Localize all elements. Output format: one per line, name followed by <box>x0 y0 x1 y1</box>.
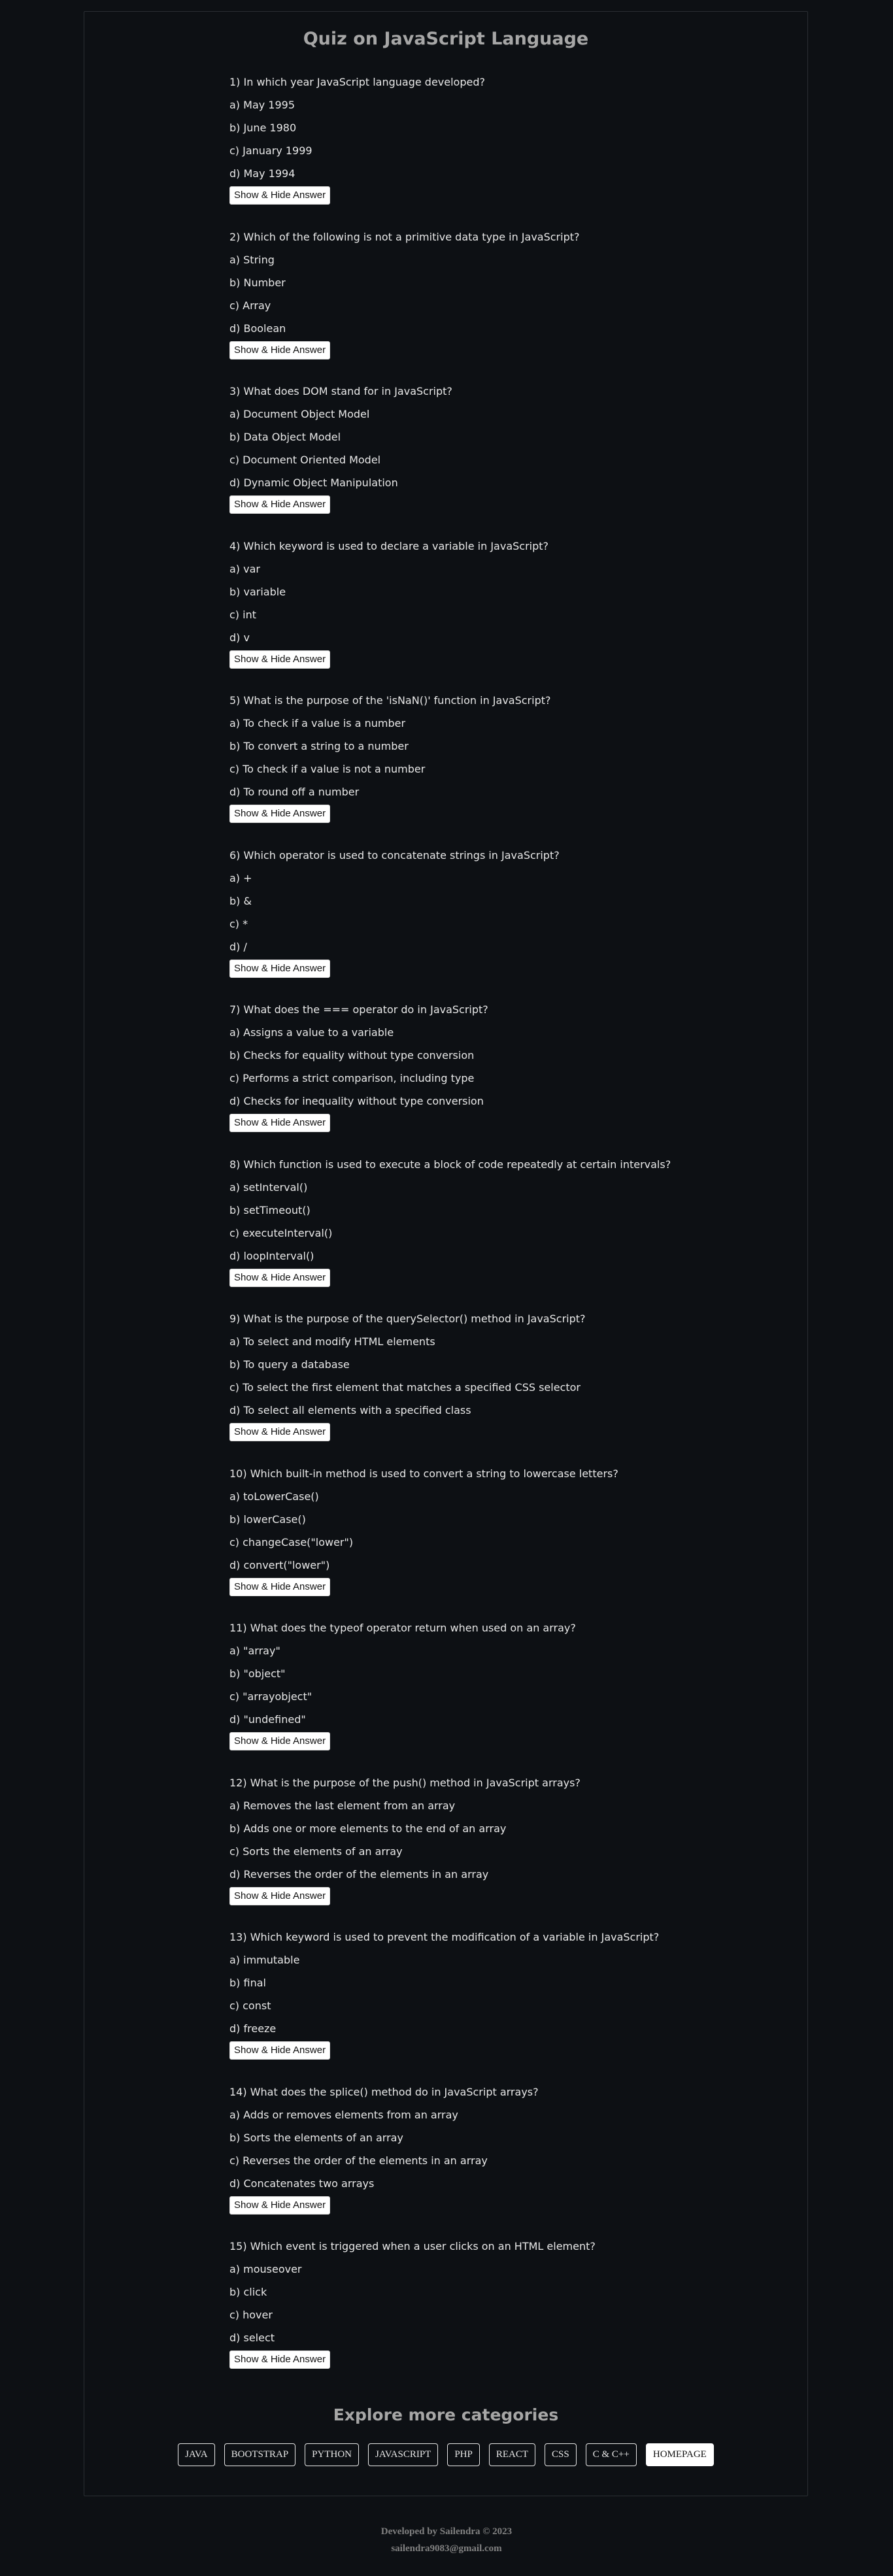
question-block <box>229 1153 726 1308</box>
question-text: 7) What does the === operator do in JavaScript? <box>229 1003 488 1016</box>
answer-option: b) click <box>229 2286 267 2298</box>
question-text: 2) Which of the following is not a primitive data type in JavaScript? <box>229 230 580 243</box>
footer-credit: Developed by Sailendra © 2023 <box>380 2526 513 2537</box>
answer-option: c) To select the first element that matches a specified CSS selector <box>229 1381 581 1394</box>
answer-option: a) + <box>229 871 252 884</box>
question-text: 8) Which function is used to execute a block of code repeatedly at certain intervals? <box>229 1158 671 1171</box>
answer-option: d) To round off a number <box>229 786 360 798</box>
answer-option: a) String <box>229 253 275 266</box>
answer-option: d) Dynamic Object Manipulation <box>229 477 398 489</box>
answer-option: d) v <box>229 631 250 644</box>
question-block <box>229 689 726 844</box>
show-hide-answer-button[interactable]: Show & Hide Answer <box>229 1578 330 1596</box>
explore-title: Explore more categories <box>333 2405 559 2424</box>
page-title: Quiz on JavaScript Language <box>303 29 589 49</box>
question-block <box>229 2235 726 2390</box>
question-text: 6) Which operator is used to concatenate strings in JavaScript? <box>229 848 560 861</box>
answer-option: b) Sorts the elements of an array <box>229 2131 403 2144</box>
answer-option: a) Removes the last element from an array <box>229 1799 456 1812</box>
category-nav <box>84 2443 807 2466</box>
question-text: 9) What is the purpose of the querySelector() method in JavaScript? <box>229 1313 586 1325</box>
show-hide-answer-button[interactable]: Show & Hide Answer <box>229 341 330 360</box>
show-hide-answer-button[interactable]: Show & Hide Answer <box>229 1114 330 1132</box>
answer-option: b) final <box>229 1977 266 1989</box>
answer-option: a) To select and modify HTML elements <box>229 1335 435 1348</box>
answer-option: a) To check if a value is a number <box>229 717 406 729</box>
show-hide-answer-button[interactable]: Show & Hide Answer <box>229 805 330 823</box>
answer-option: b) Number <box>229 276 286 289</box>
answer-option: b) To query a database <box>229 1358 350 1371</box>
answer-option: b) To convert a string to a number <box>229 740 409 752</box>
answer-option: b) & <box>229 894 252 907</box>
question-block <box>229 998 726 1153</box>
category-button-java[interactable]: JAVA <box>178 2443 214 2466</box>
question-text: 13) Which keyword is used to prevent the modification of a variable in JavaScript? <box>229 1931 660 1943</box>
show-hide-answer-button[interactable]: Show & Hide Answer <box>229 1732 330 1750</box>
answer-option: a) Assigns a value to a variable <box>229 1026 394 1039</box>
answer-option: d) loopInterval() <box>229 1249 314 1262</box>
question-text: 5) What is the purpose of the 'isNaN()' function in JavaScript? <box>229 694 551 707</box>
question-block <box>229 1926 726 2081</box>
question-block <box>229 1616 726 1771</box>
question-list <box>229 71 726 2390</box>
question-text: 1) In which year JavaScript language developed? <box>229 76 485 88</box>
answer-option: a) Document Object Model <box>229 408 370 420</box>
footer-email: sailendra9083@gmail.com <box>391 2543 502 2554</box>
question-block <box>229 844 726 999</box>
answer-option: c) Sorts the elements of an array <box>229 1845 403 1858</box>
answer-option: d) freeze <box>229 2022 277 2035</box>
answer-option: d) Boolean <box>229 322 286 335</box>
category-button-python[interactable]: PYTHON <box>305 2443 359 2466</box>
answer-option: d) May 1994 <box>229 167 295 180</box>
show-hide-answer-button[interactable]: Show & Hide Answer <box>229 2350 330 2369</box>
answer-option: c) January 1999 <box>229 144 312 157</box>
answer-option: c) * <box>229 917 248 930</box>
answer-option: a) Adds or removes elements from an array <box>229 2108 458 2121</box>
show-hide-answer-button[interactable]: Show & Hide Answer <box>229 960 330 978</box>
answer-option: b) variable <box>229 585 286 598</box>
answer-option: c) int <box>229 608 256 621</box>
question-text: 10) Which built-in method is used to convert a string to lowercase letters? <box>229 1467 618 1480</box>
question-block <box>229 1307 726 1462</box>
answer-option: d) "undefined" <box>229 1713 306 1726</box>
question-block <box>229 1771 726 1926</box>
answer-option: c) Reverses the order of the elements in an array <box>229 2154 488 2167</box>
question-block <box>229 535 726 690</box>
question-text: 11) What does the typeof operator return when used on an array? <box>229 1622 576 1634</box>
answer-option: c) const <box>229 1999 271 2012</box>
question-block <box>229 2081 726 2235</box>
answer-option: a) var <box>229 562 260 575</box>
show-hide-answer-button[interactable]: Show & Hide Answer <box>229 2196 330 2215</box>
answer-option: a) May 1995 <box>229 99 295 111</box>
show-hide-answer-button[interactable]: Show & Hide Answer <box>229 1423 330 1441</box>
answer-option: d) Checks for inequality without type conversion <box>229 1095 484 1107</box>
category-button-homepage[interactable]: HOMEPAGE <box>646 2443 714 2466</box>
quiz-card <box>84 11 808 2496</box>
answer-option: a) immutable <box>229 1954 300 1966</box>
answer-option: d) / <box>229 940 247 953</box>
answer-option: c) To check if a value is not a number <box>229 763 426 775</box>
category-button-bootstrap[interactable]: BOOTSTRAP <box>224 2443 296 2466</box>
answer-option: a) toLowerCase() <box>229 1490 319 1503</box>
question-block <box>229 226 726 380</box>
category-button-css[interactable]: CSS <box>545 2443 577 2466</box>
answer-option: a) setInterval() <box>229 1180 308 1194</box>
question-text: 14) What does the splice() method do in JavaScript arrays? <box>229 2085 539 2098</box>
answer-option: d) Reverses the order of the elements in an array <box>229 1867 489 1881</box>
show-hide-answer-button[interactable]: Show & Hide Answer <box>229 650 330 669</box>
show-hide-answer-button[interactable]: Show & Hide Answer <box>229 2041 330 2060</box>
answer-option: d) Concatenates two arrays <box>229 2177 375 2190</box>
answer-option: b) setTimeout() <box>229 1203 311 1216</box>
answer-option: c) "arrayobject" <box>229 1690 312 1703</box>
answer-option: b) Data Object Model <box>229 431 341 443</box>
answer-option: d) select <box>229 2332 275 2344</box>
answer-option: a) mouseover <box>229 2263 302 2275</box>
show-hide-answer-button[interactable]: Show & Hide Answer <box>229 1887 330 1905</box>
question-text: 15) Which event is triggered when a user clicks on an HTML element? <box>229 2240 596 2252</box>
question-text: 3) What does DOM stand for in JavaScript? <box>229 385 452 397</box>
show-hide-answer-button[interactable]: Show & Hide Answer <box>229 1269 330 1287</box>
question-text: 4) Which keyword is used to declare a variable in JavaScript? <box>229 539 549 552</box>
answer-option: b) June 1980 <box>229 122 297 134</box>
answer-option: a) "array" <box>229 1645 280 1657</box>
question-text: 12) What is the purpose of the push() method in JavaScript arrays? <box>229 1776 581 1789</box>
answer-option: d) To select all elements with a specified class <box>229 1404 471 1416</box>
answer-option: c) hover <box>229 2309 273 2321</box>
question-block <box>229 380 726 535</box>
answer-option: b) "object" <box>229 1667 286 1680</box>
answer-option: c) changeCase("lower") <box>229 1535 354 1548</box>
answer-option: c) Document Oriented Model <box>229 454 381 466</box>
show-hide-answer-button[interactable]: Show & Hide Answer <box>229 186 330 205</box>
question-block <box>229 1462 726 1617</box>
answer-option: c) Array <box>229 299 271 312</box>
category-button-php[interactable]: PHP <box>447 2443 480 2466</box>
show-hide-answer-button[interactable]: Show & Hide Answer <box>229 495 330 514</box>
question-block <box>229 71 726 226</box>
category-button-react[interactable]: REACT <box>489 2443 535 2466</box>
answer-option: c) Performs a strict comparison, including type <box>229 1072 475 1084</box>
answer-option: c) executeInterval() <box>229 1226 333 1239</box>
answer-option: b) Adds one or more elements to the end of an array <box>229 1822 507 1835</box>
answer-option: b) lowerCase() <box>229 1513 306 1526</box>
category-button-javascript[interactable]: JAVASCRIPT <box>368 2443 438 2466</box>
category-button-c-c[interactable]: C & C++ <box>586 2443 637 2466</box>
answer-option: d) convert("lower") <box>229 1558 330 1571</box>
answer-option: b) Checks for equality without type conversion <box>229 1049 475 1062</box>
footer <box>0 2523 893 2557</box>
